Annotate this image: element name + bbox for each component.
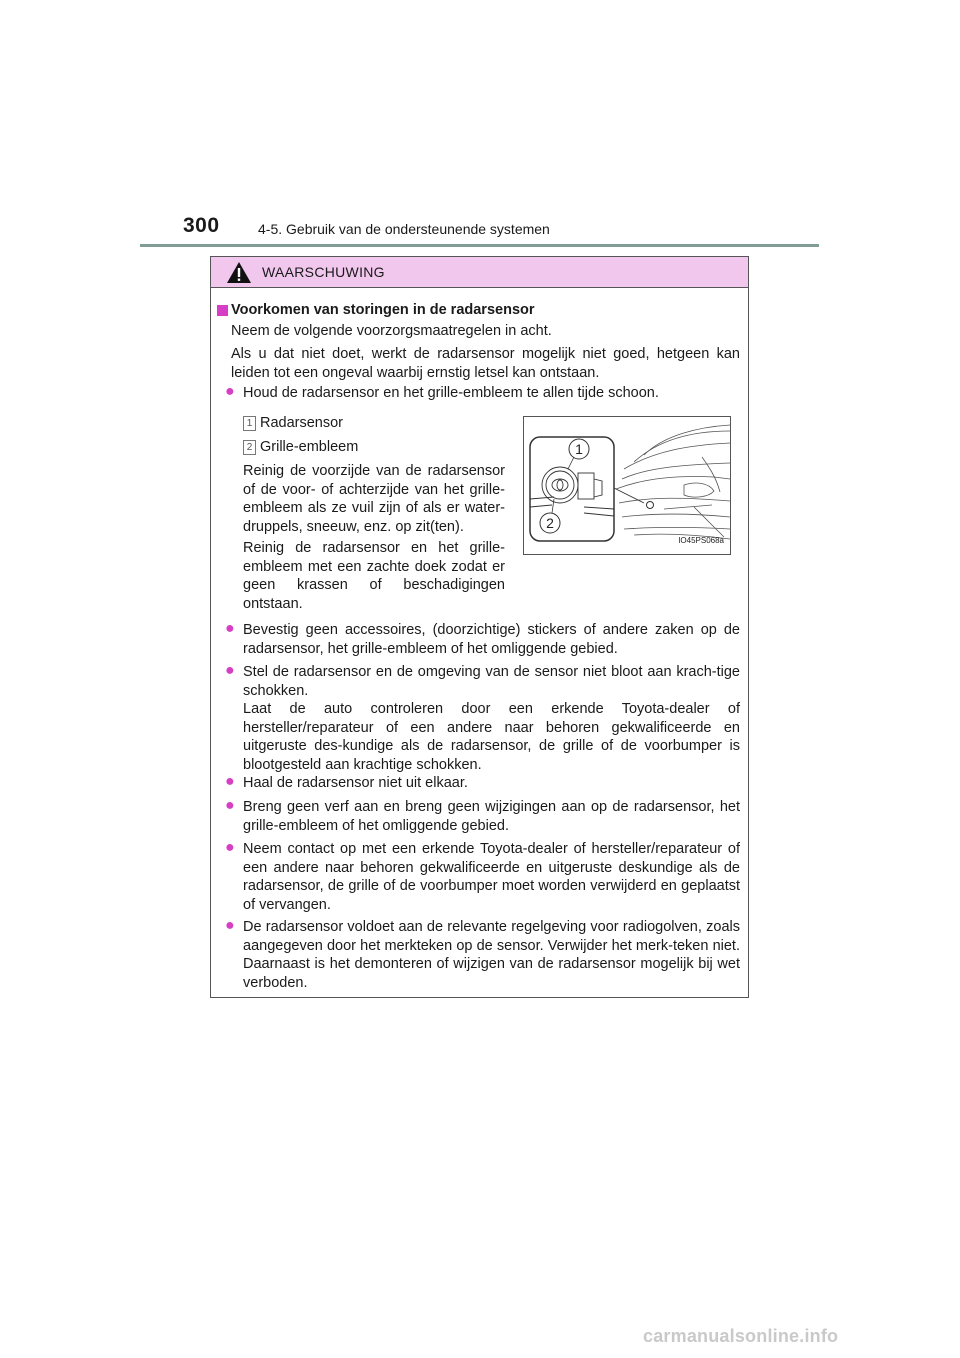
- bullet-dot-icon: ●: [225, 839, 235, 856]
- watermark-text: carmanualsonline.info: [643, 1326, 839, 1346]
- bullet-dot-icon: ●: [225, 917, 235, 934]
- intro-text-1: Neem de volgende voorzorgsmaatregelen in acht.: [231, 323, 552, 339]
- bullet-keep-clean: Houd de radarsensor en het grille-embleem te allen tijde schoon.: [243, 385, 659, 401]
- figure-label-1: 1: [575, 441, 583, 457]
- callout-label-grille: Grille-embleem: [260, 439, 359, 455]
- warning-triangle-icon: [224, 257, 254, 288]
- bullet-no-impact-extra: Laat de auto controleren door een erkende Toyota-dealer of hersteller/reparateur of een andere naar behoren gekwalificeerde en uitgeruste des-kundige als de radarsensor, de grille of de voorbumper is blootgesteld aan krachtige schokken.: [243, 701, 740, 773]
- warning-body: [211, 288, 748, 997]
- bullet-dot-icon: ●: [225, 773, 235, 790]
- radar-sensor-figure: [523, 416, 731, 555]
- intro-text-2: Als u dat niet doet, werkt de radarsensor mogelijk niet goed, hetgeen kan leiden tot een ongeval waarbij ernstig letsel kan ontstaan.: [231, 346, 740, 381]
- bullet-no-disassembly: Haal de radarsensor niet uit elkaar.: [243, 775, 468, 791]
- callout-label-radarsensor: Radarsensor: [260, 415, 344, 431]
- bullet-no-impact: Stel de radarsensor en de omgeving van de sensor niet bloot aan krach-tige schokken.: [243, 664, 740, 699]
- callout-row-1: [243, 414, 503, 433]
- bullet-regulations: De radarsensor voldoet aan de relevante regelgeving voor radiogolven, zoals aangegeven door het merkteken op de sensor. Verwijder het merk-teken niet. Daarnaast is het demonteren of wijzigen van de radarsensor mogelijk bij wet verboden.: [243, 919, 740, 991]
- callout-row-2: [243, 438, 503, 457]
- figure-label-2: 2: [546, 515, 554, 531]
- clean-instruction-1: Reinig de voorzijde van de radarsensor of de voor- of achterzijde van het grille-embleem als ze vuil zijn of als er water-druppels, sneeuw, enz. op zit(ten).: [243, 463, 505, 535]
- bullet-contact-dealer: Neem contact op met een erkende Toyota-dealer of hersteller/reparateur of een andere naar behoren gekwalificeerde en uitgeruste deskundige als de radarsensor, de grille of de voorbumper moet worden verwijderd en geplaatst of vervangen.: [243, 841, 740, 913]
- clean-instruction-2: Reinig de radarsensor en het grille-embleem met een zachte doek zodat er geen krassen of beschadigingen ontstaan.: [243, 540, 505, 612]
- bullet-no-paint: Breng geen verf aan en breng geen wijzigingen aan op de radarsensor, het grille-embleem of het omliggende gebied.: [243, 799, 740, 834]
- warning-title: WAARSCHUWING: [262, 264, 385, 280]
- callout-number-2: 2: [243, 440, 256, 455]
- page-number: 300: [183, 214, 220, 237]
- header-rule: [140, 244, 819, 247]
- bullet-dot-icon: ●: [225, 383, 235, 400]
- bullet-no-accessories: Bevestig geen accessoires, (doorzichtige) stickers of andere zaken op de radarsensor, het grille-embleem of het omliggende gebied.: [243, 622, 740, 657]
- warning-header: [211, 257, 748, 288]
- heading-square-icon: [217, 305, 228, 316]
- warning-heading: Voorkomen van storingen in de radarsensor: [231, 302, 535, 318]
- warning-box: [210, 256, 749, 998]
- callout-number-1: 1: [243, 416, 256, 431]
- bullet-dot-icon: ●: [225, 620, 235, 637]
- bullet-dot-icon: ●: [225, 797, 235, 814]
- bullet-dot-icon: ●: [225, 662, 235, 679]
- section-title: 4-5. Gebruik van de ondersteunende systemen: [258, 221, 550, 237]
- figure-code: IO45PS068a: [678, 535, 724, 545]
